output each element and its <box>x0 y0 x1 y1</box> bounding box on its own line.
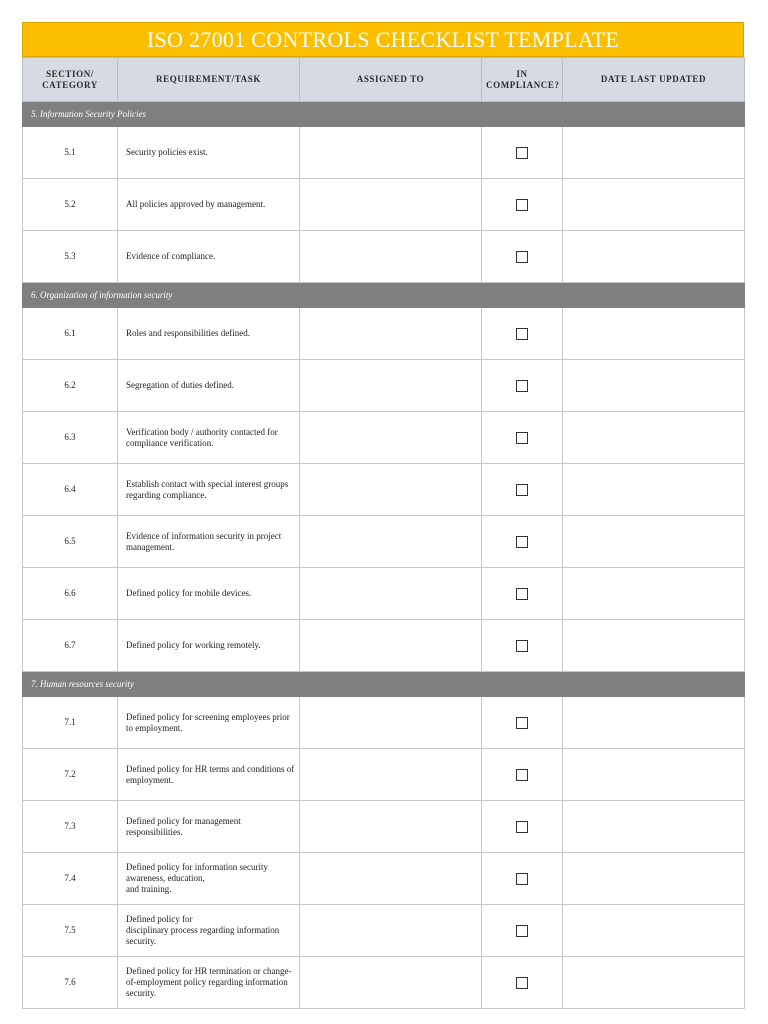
date-updated-cell[interactable] <box>563 853 745 905</box>
assigned-to-cell[interactable] <box>300 308 482 360</box>
section-header-row <box>23 672 745 697</box>
assigned-to-cell[interactable] <box>300 749 482 801</box>
compliance-checkbox[interactable] <box>516 484 528 496</box>
control-number: 7.2 <box>23 749 118 801</box>
date-updated-cell[interactable] <box>563 308 745 360</box>
requirement-text: All policies approved by management. <box>118 179 300 231</box>
requirement-text: Defined policy for disciplinary process regarding information security. <box>118 905 300 957</box>
compliance-checkbox[interactable] <box>516 769 528 781</box>
assigned-to-cell[interactable] <box>300 697 482 749</box>
table-row <box>23 516 745 568</box>
compliance-checkbox[interactable] <box>516 380 528 392</box>
checklist-table <box>22 57 745 1009</box>
compliance-cell <box>482 749 563 801</box>
assigned-to-cell[interactable] <box>300 360 482 412</box>
table-row <box>23 749 745 801</box>
requirement-text: Defined policy for HR termination or change-of-employment policy regarding information security. <box>118 957 300 1009</box>
control-number: 7.3 <box>23 801 118 853</box>
table-row <box>23 231 745 283</box>
control-number: 7.6 <box>23 957 118 1009</box>
requirement-text: Defined policy for HR terms and conditions of employment. <box>118 749 300 801</box>
table-body <box>23 102 745 1009</box>
control-number: 5.2 <box>23 179 118 231</box>
compliance-checkbox[interactable] <box>516 640 528 652</box>
requirement-text: Security policies exist. <box>118 127 300 179</box>
control-number: 6.2 <box>23 360 118 412</box>
compliance-checkbox[interactable] <box>516 328 528 340</box>
table-header <box>23 58 745 102</box>
table-row <box>23 568 745 620</box>
control-number: 7.1 <box>23 697 118 749</box>
table-row <box>23 853 745 905</box>
table-row <box>23 697 745 749</box>
assigned-to-cell[interactable] <box>300 127 482 179</box>
assigned-to-cell[interactable] <box>300 853 482 905</box>
compliance-checkbox[interactable] <box>516 432 528 444</box>
assigned-to-cell[interactable] <box>300 905 482 957</box>
column-header-date: DATE LAST UPDATED <box>563 58 745 102</box>
control-number: 7.4 <box>23 853 118 905</box>
requirement-text: Roles and responsibilities defined. <box>118 308 300 360</box>
column-header-assigned: ASSIGNED TO <box>300 58 482 102</box>
compliance-cell <box>482 360 563 412</box>
requirement-text: Establish contact with special interest groups regarding compliance. <box>118 464 300 516</box>
compliance-cell <box>482 127 563 179</box>
table-row <box>23 179 745 231</box>
requirement-text: Defined policy for information security awareness, education, and training. <box>118 853 300 905</box>
section-label: 7. Human resources security <box>23 672 745 697</box>
date-updated-cell[interactable] <box>563 568 745 620</box>
control-number: 6.7 <box>23 620 118 672</box>
control-number: 7.5 <box>23 905 118 957</box>
control-number: 6.4 <box>23 464 118 516</box>
date-updated-cell[interactable] <box>563 516 745 568</box>
table-row <box>23 308 745 360</box>
requirement-text: Defined policy for screening employees prior to employment. <box>118 697 300 749</box>
compliance-checkbox[interactable] <box>516 925 528 937</box>
requirement-text: Evidence of compliance. <box>118 231 300 283</box>
control-number: 6.5 <box>23 516 118 568</box>
section-header-row <box>23 102 745 127</box>
control-number: 5.1 <box>23 127 118 179</box>
compliance-cell <box>482 697 563 749</box>
compliance-checkbox[interactable] <box>516 977 528 989</box>
assigned-to-cell[interactable] <box>300 801 482 853</box>
checklist-sheet <box>22 22 744 1009</box>
compliance-checkbox[interactable] <box>516 251 528 263</box>
compliance-cell <box>482 905 563 957</box>
section-label: 5. Information Security Policies <box>23 102 745 127</box>
section-label: 6. Organization of information security <box>23 283 745 308</box>
compliance-checkbox[interactable] <box>516 199 528 211</box>
assigned-to-cell[interactable] <box>300 464 482 516</box>
date-updated-cell[interactable] <box>563 360 745 412</box>
compliance-checkbox[interactable] <box>516 717 528 729</box>
compliance-cell <box>482 801 563 853</box>
compliance-cell <box>482 620 563 672</box>
control-number: 6.1 <box>23 308 118 360</box>
date-updated-cell[interactable] <box>563 412 745 464</box>
compliance-checkbox[interactable] <box>516 536 528 548</box>
requirement-text: Defined policy for mobile devices. <box>118 568 300 620</box>
requirement-text: Defined policy for working remotely. <box>118 620 300 672</box>
date-updated-cell[interactable] <box>563 620 745 672</box>
compliance-checkbox[interactable] <box>516 873 528 885</box>
date-updated-cell[interactable] <box>563 231 745 283</box>
assigned-to-cell[interactable] <box>300 412 482 464</box>
section-header-row <box>23 283 745 308</box>
column-header-section: SECTION/ CATEGORY <box>23 58 118 102</box>
table-row <box>23 127 745 179</box>
compliance-checkbox[interactable] <box>516 588 528 600</box>
date-updated-cell[interactable] <box>563 749 745 801</box>
page-title: ISO 27001 CONTROLS CHECKLIST TEMPLATE <box>22 22 744 57</box>
compliance-checkbox[interactable] <box>516 821 528 833</box>
table-row <box>23 905 745 957</box>
control-number: 6.3 <box>23 412 118 464</box>
requirement-text: Evidence of information security in project management. <box>118 516 300 568</box>
table-row <box>23 412 745 464</box>
date-updated-cell[interactable] <box>563 905 745 957</box>
table-row <box>23 360 745 412</box>
column-header-requirement: REQUIREMENT/TASK <box>118 58 300 102</box>
assigned-to-cell[interactable] <box>300 957 482 1009</box>
compliance-cell <box>482 957 563 1009</box>
date-updated-cell[interactable] <box>563 957 745 1009</box>
compliance-cell <box>482 516 563 568</box>
date-updated-cell[interactable] <box>563 801 745 853</box>
compliance-cell <box>482 412 563 464</box>
compliance-cell <box>482 231 563 283</box>
requirement-text: Segregation of duties defined. <box>118 360 300 412</box>
assigned-to-cell[interactable] <box>300 231 482 283</box>
table-row <box>23 957 745 1009</box>
assigned-to-cell[interactable] <box>300 620 482 672</box>
control-number: 5.3 <box>23 231 118 283</box>
table-row <box>23 620 745 672</box>
compliance-cell <box>482 853 563 905</box>
compliance-cell <box>482 464 563 516</box>
compliance-cell <box>482 568 563 620</box>
control-number: 6.6 <box>23 568 118 620</box>
compliance-checkbox[interactable] <box>516 147 528 159</box>
assigned-to-cell[interactable] <box>300 568 482 620</box>
compliance-cell <box>482 179 563 231</box>
requirement-text: Defined policy for management responsibilities. <box>118 801 300 853</box>
date-updated-cell[interactable] <box>563 179 745 231</box>
date-updated-cell[interactable] <box>563 697 745 749</box>
compliance-cell <box>482 308 563 360</box>
date-updated-cell[interactable] <box>563 464 745 516</box>
table-row <box>23 801 745 853</box>
date-updated-cell[interactable] <box>563 127 745 179</box>
requirement-text: Verification body / authority contacted for compliance verification. <box>118 412 300 464</box>
assigned-to-cell[interactable] <box>300 179 482 231</box>
assigned-to-cell[interactable] <box>300 516 482 568</box>
column-header-compliance: IN COMPLIANCE? <box>482 58 563 102</box>
table-row <box>23 464 745 516</box>
